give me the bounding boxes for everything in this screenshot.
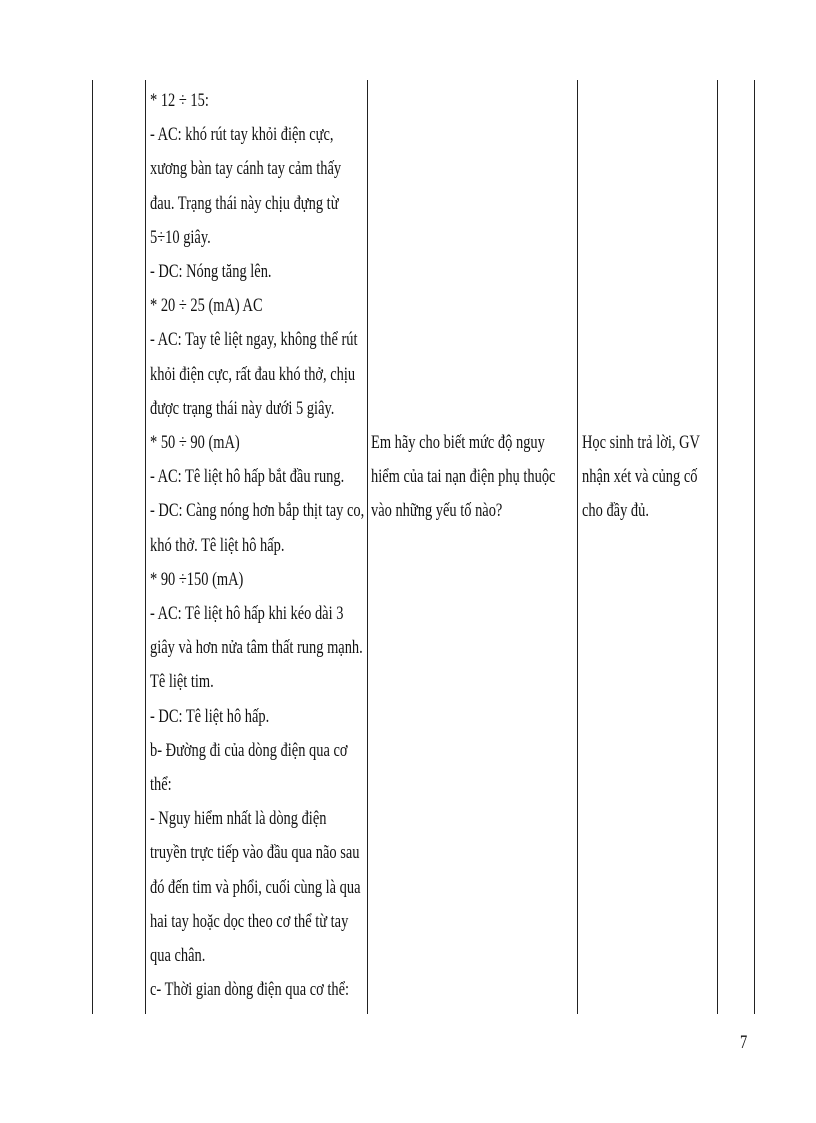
content-line: * 20 ÷ 25 (mA) AC xyxy=(150,295,263,317)
content-line: truyền trực tiếp vào đầu qua não sau xyxy=(150,842,360,864)
content-line: * 12 ÷ 15: xyxy=(150,90,209,111)
column-divider-4 xyxy=(717,80,718,1014)
content-line: đau. Trạng thái này chịu đựng từ xyxy=(150,192,339,214)
content-line: - DC: Càng nóng hơn bắp thịt tay co, xyxy=(150,500,365,522)
table-border-left xyxy=(92,80,93,1014)
student-line: cho đầy đủ. xyxy=(582,500,649,522)
content-line: c- Thời gian dòng điện qua cơ thể: xyxy=(150,979,350,1001)
content-line: - AC: khó rút tay khỏi điện cực, xyxy=(150,124,334,146)
content-line: thể: xyxy=(150,774,172,796)
content-line: - AC: Tay tê liệt ngay, không thể rút xyxy=(150,329,358,351)
table-border-right xyxy=(754,80,755,1014)
column-divider-3 xyxy=(577,80,578,1014)
content-line: hai tay hoặc dọc theo cơ thể từ tay xyxy=(150,910,349,932)
teacher-line: vào những yếu tố nào? xyxy=(371,500,503,522)
student-activity-cell xyxy=(582,426,714,529)
content-line: b- Đường đi của dòng điện qua cơ xyxy=(150,739,348,761)
teacher-activity-cell xyxy=(371,426,575,529)
content-line: giây và hơn nửa tâm thất rung mạnh. xyxy=(150,637,363,659)
content-cell xyxy=(150,84,364,1007)
content-line: - DC: Tê liệt hô hấp. xyxy=(150,705,270,727)
content-line: được trạng thái này dưới 5 giây. xyxy=(150,397,335,419)
content-line: Tê liệt tim. xyxy=(150,671,214,693)
content-line: - AC: Tê liệt hô hấp khi kéo dài 3 xyxy=(150,603,344,625)
page-number: 7 xyxy=(740,1032,748,1053)
content-line: xương bàn tay cánh tay cảm thấy xyxy=(150,158,342,180)
column-divider-1 xyxy=(145,80,146,1014)
content-line: - AC: Tê liệt hô hấp bắt đầu rung. xyxy=(150,466,345,488)
teacher-line: hiểm của tai nạn điện phụ thuộc xyxy=(371,466,556,488)
teacher-line: Em hãy cho biết mức độ nguy xyxy=(371,432,545,453)
content-line: khỏi điện cực, rất đau khó thở, chịu xyxy=(150,363,356,385)
student-line: nhận xét và củng cố xyxy=(582,466,698,488)
column-divider-2 xyxy=(367,80,368,1014)
content-line: * 90 ÷150 (mA) xyxy=(150,568,244,590)
content-line: * 50 ÷ 90 (mA) xyxy=(150,432,240,454)
content-line: - Nguy hiểm nhất là dòng điện xyxy=(150,808,327,830)
student-line: Học sinh trả lời, GV xyxy=(582,432,700,453)
content-line: khó thở. Tê liệt hô hấp. xyxy=(150,534,285,556)
content-line: qua chân. xyxy=(150,945,206,967)
content-line: 5÷10 giây. xyxy=(150,226,211,248)
content-line: đó đến tim và phổi, cuối cùng là qua xyxy=(150,876,361,898)
content-line: - DC: Nóng tăng lên. xyxy=(150,261,272,283)
